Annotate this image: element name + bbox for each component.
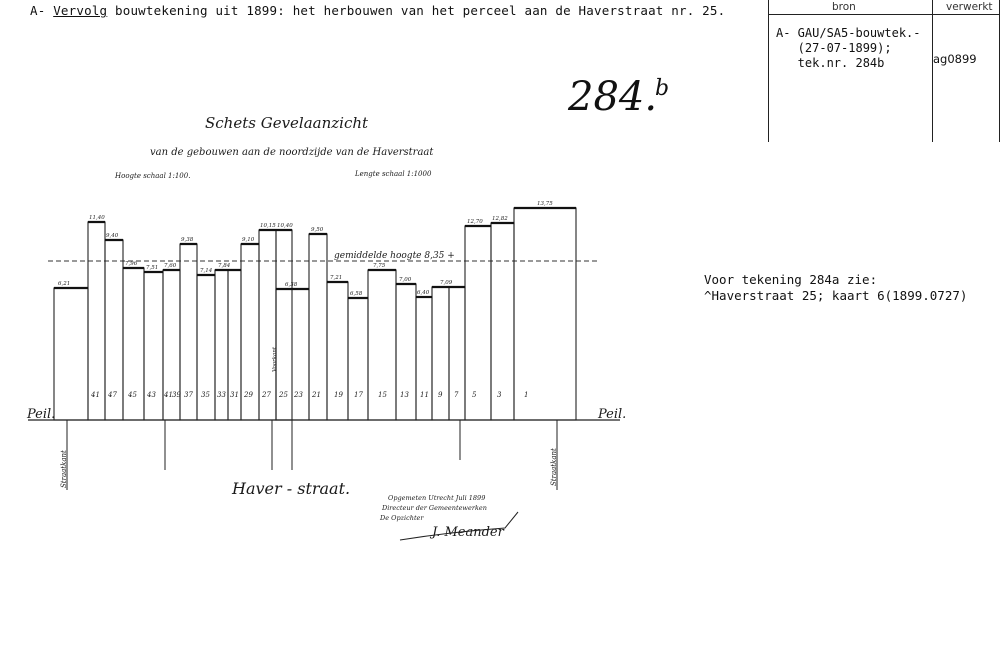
house-number: 27 [262, 391, 271, 399]
house-number: 19 [334, 391, 343, 399]
house-number: 5 [472, 391, 477, 399]
left-street-marker: Straatkant [60, 450, 68, 488]
house-number: 11 [420, 391, 429, 399]
bron-header: bron [832, 1, 856, 13]
building-facades [54, 208, 576, 420]
building-17 [348, 298, 368, 420]
height-label: 12,70 [467, 219, 483, 225]
vertical-annotation: Voorkant [272, 346, 278, 372]
house-number: 31 [230, 391, 239, 399]
house-number: 43 [147, 391, 156, 399]
house-number: 29 [244, 391, 253, 399]
house-number: 35 [201, 391, 210, 399]
height-label: 7,14 [200, 268, 213, 274]
height-label: 6,40 [417, 290, 430, 296]
height-label: 6,38 [285, 282, 298, 288]
caption-underlined: Vervolg [53, 3, 108, 18]
height-label: 7,96 [125, 261, 138, 267]
house-number: 41 [164, 391, 173, 399]
height-label: 6,21 [58, 281, 71, 287]
caption-prefix: A- [30, 3, 46, 18]
building-7 [449, 287, 465, 420]
house-number: 9 [438, 391, 443, 399]
house-number: 17 [354, 391, 363, 399]
house-number: 13 [400, 391, 409, 399]
building-19 [327, 282, 348, 420]
height-label: 7,60 [164, 263, 177, 269]
house-number: 25 [279, 391, 288, 399]
house-number: 1 [524, 391, 529, 399]
sketch-subtitle: van de gebouwen aan de noordzijde van de Haverstraat [150, 147, 434, 158]
building-9 [432, 287, 449, 420]
cross-reference-note: Voor tekening 284a zie: ^Haverstraat 25; kaart 6(1899.0727) [704, 272, 968, 303]
height-label: 6,58 [350, 291, 363, 297]
caption-rest: bouwtekening uit 1899: het herbouwen van het perceel aan de Haverstraat nr. 25. [107, 3, 726, 18]
drawing-number-sup: b [655, 76, 670, 101]
building-41 [54, 288, 88, 420]
building-5 [465, 226, 491, 420]
house-number: 47 [108, 391, 117, 399]
left-scale-note: Hoogte schaal 1:100. [115, 172, 191, 180]
signature-line: Opgemeten Utrecht Juli 1899 [388, 494, 486, 502]
drawing-number: 284. [568, 74, 658, 120]
house-number: 21 [312, 391, 321, 399]
building-1 [514, 208, 576, 420]
height-label: 9,10 [242, 237, 255, 243]
building-11 [416, 297, 432, 420]
right-scale-note: Lengte schaal 1:1000 [355, 170, 432, 178]
street-name: Haver - straat. [232, 479, 351, 498]
house-number: 41 [91, 391, 100, 399]
height-label: 7,00 [399, 277, 412, 283]
house-number: 37 [184, 391, 193, 399]
average-height-label: gemiddelde hoogte 8,35 + [334, 251, 455, 261]
height-label: 12,82 [492, 216, 508, 222]
height-label: 10,40 [277, 223, 293, 229]
peil-left-label: Peil. [27, 407, 56, 422]
right-street-marker: Straatkant [550, 448, 558, 486]
height-label: 7,09 [440, 280, 453, 286]
source-reference: A- GAU/SA5-bouwtek.- (27-07-1899); tek.nr. 284b [776, 26, 921, 70]
height-label: 9,38 [181, 237, 194, 243]
peil-right-label: Peil. [598, 407, 627, 422]
house-number: 7 [454, 391, 459, 399]
building-13 [396, 284, 416, 420]
height-label: 9,40 [106, 233, 119, 239]
house-number: 3 [497, 391, 502, 399]
height-label: 7,75 [373, 263, 386, 269]
verwerkt-header: verwerkt [946, 1, 993, 13]
signature: J. Meander [432, 525, 504, 540]
height-label: 13,75 [537, 201, 553, 207]
house-number: 33 [217, 391, 226, 399]
document-caption [30, 3, 725, 18]
signature-line: De Opzichter [380, 514, 424, 522]
house-number: 23 [294, 391, 303, 399]
height-label: 10,15 [260, 223, 276, 229]
house-number: 39 [172, 391, 181, 399]
verwerkt-value: ag0899 [933, 52, 977, 66]
height-label: 9,50 [311, 227, 324, 233]
facade-sketch [0, 70, 1000, 658]
house-number: 45 [128, 391, 137, 399]
height-label: 7,51 [146, 265, 159, 271]
sketch-title: Schets Gevelaanzicht [205, 114, 369, 132]
house-number: 15 [378, 391, 387, 399]
height-label: 7,21 [330, 275, 343, 281]
signature-line: Directeur der Gemeentewerken [382, 504, 487, 512]
height-label: 7,84 [218, 263, 231, 269]
building-3 [491, 223, 514, 420]
height-label: 11,40 [89, 215, 105, 221]
